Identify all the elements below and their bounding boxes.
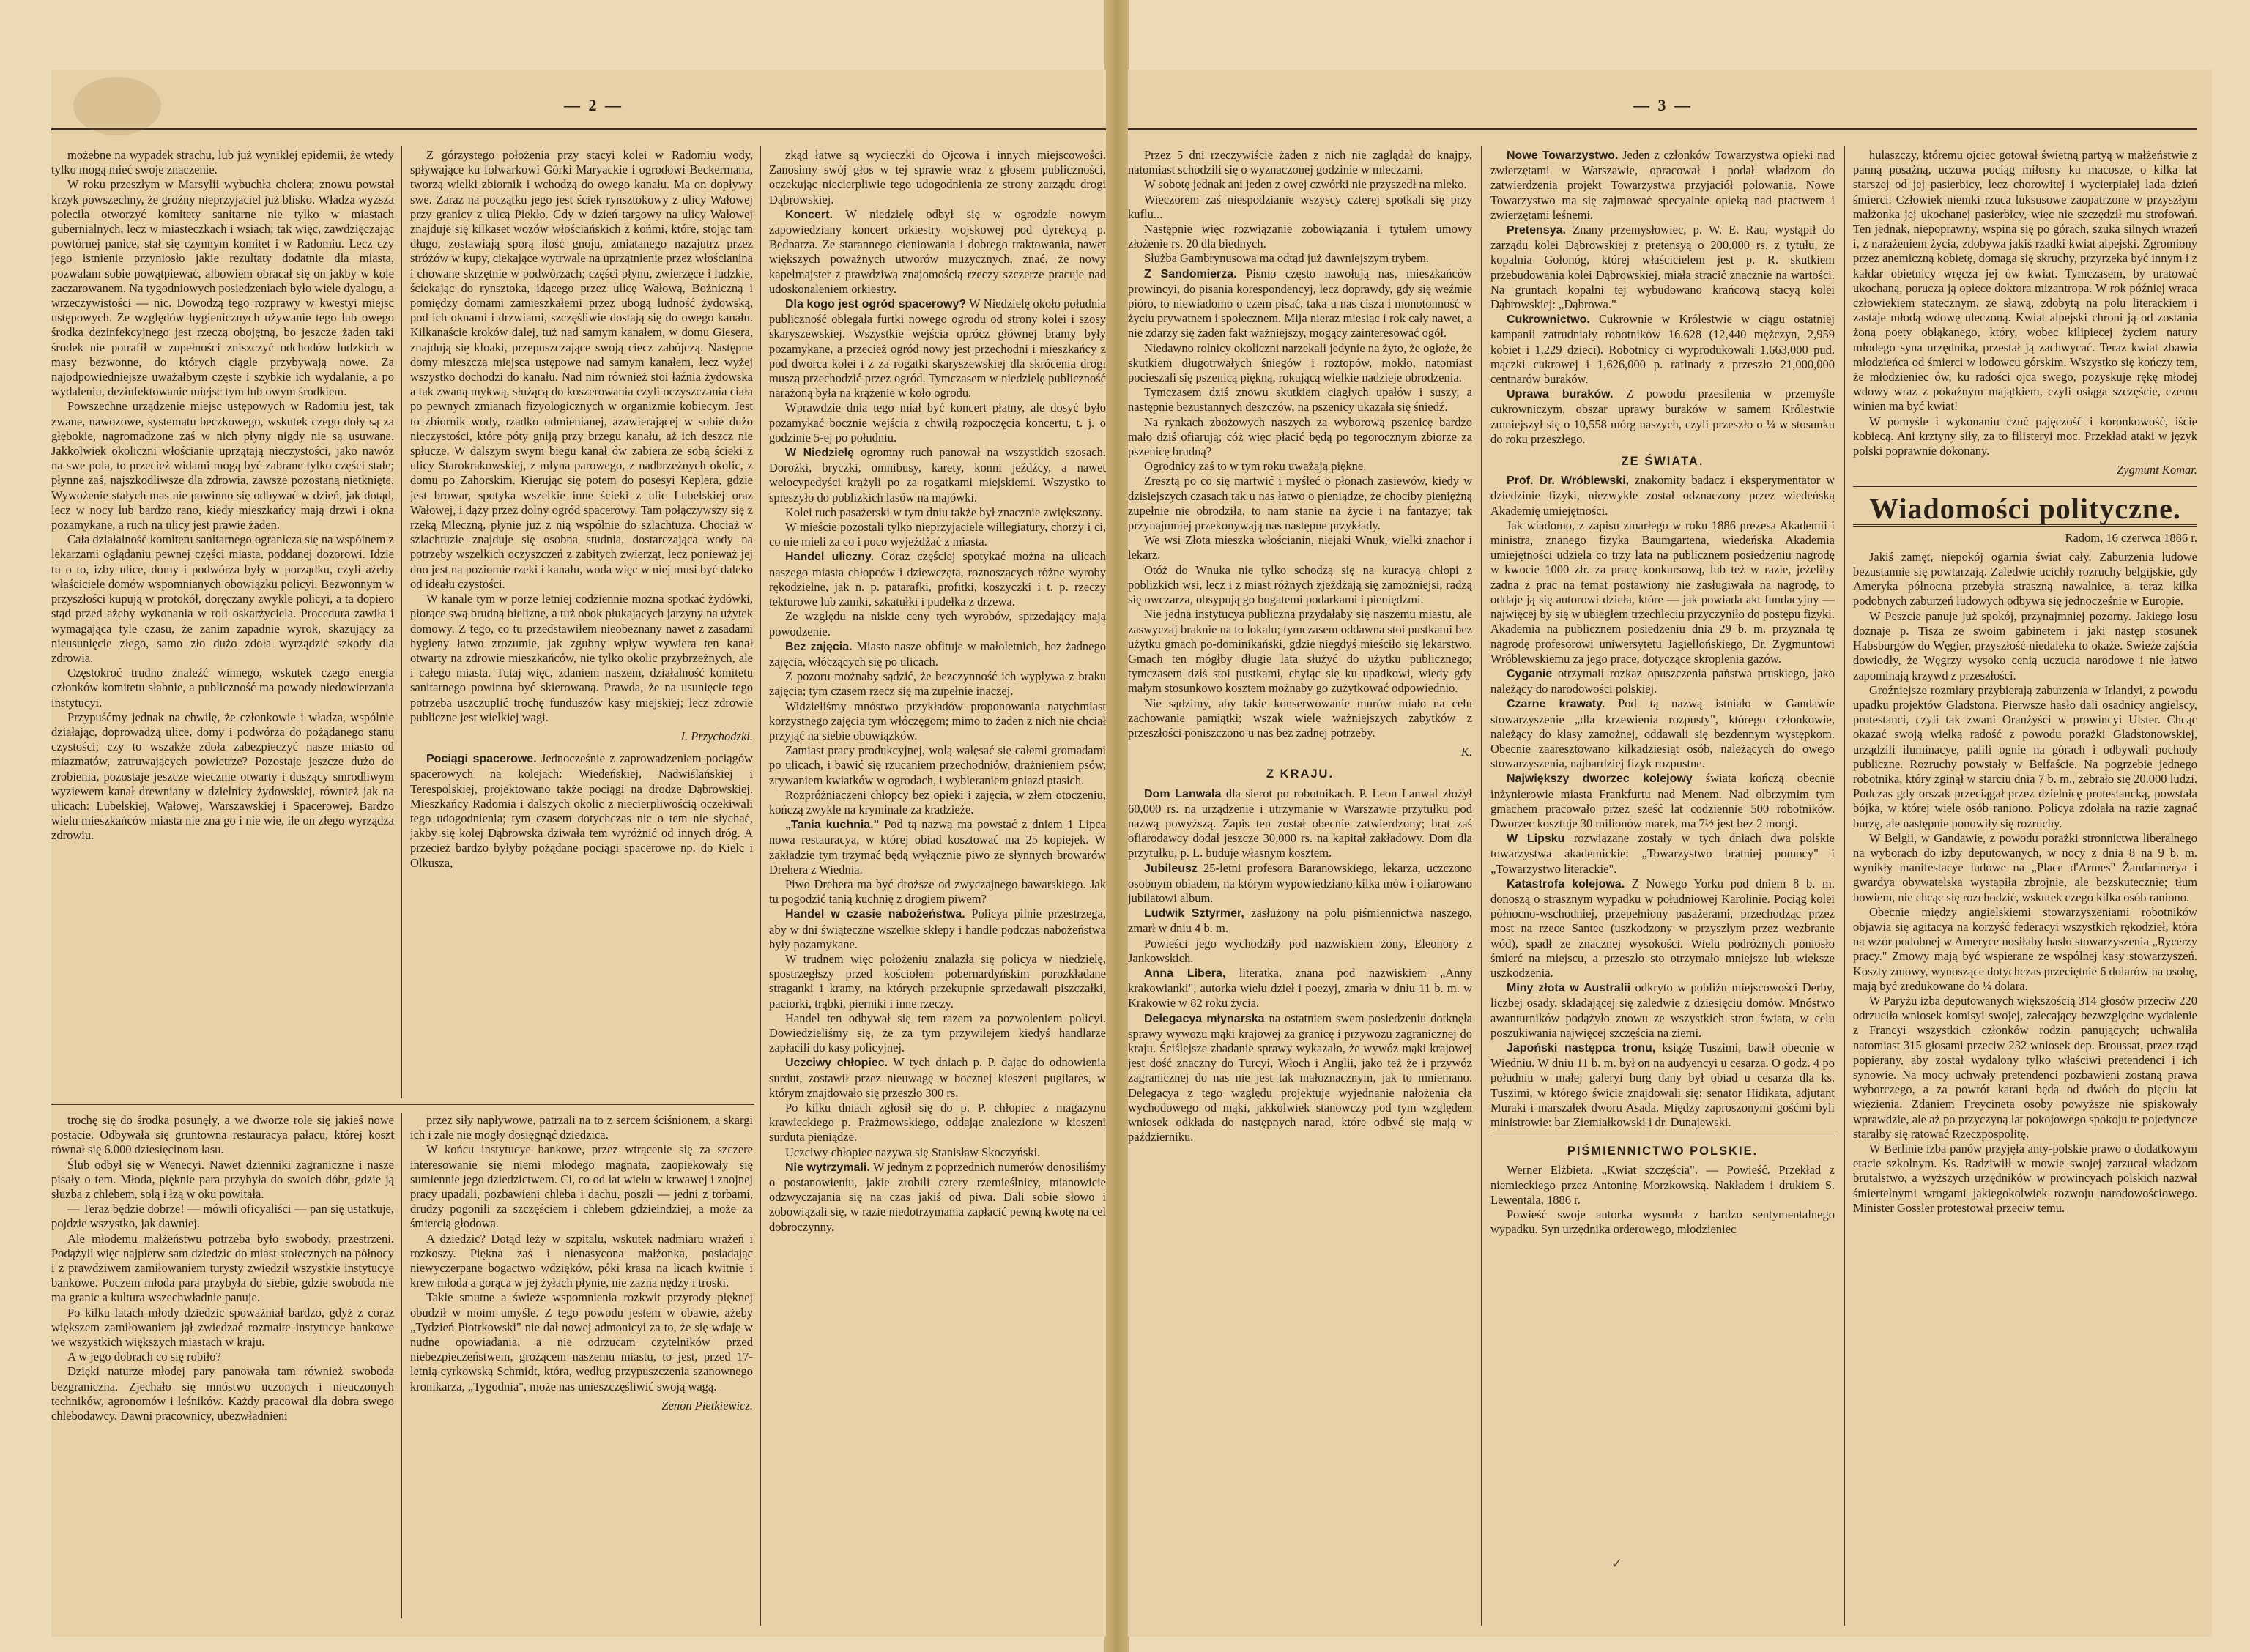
news-heading: Anna Libera, [1144,967,1226,980]
news-heading: Ludwik Sztyrmer, [1144,907,1244,920]
news-item [769,1011,1106,1056]
news-item [1490,877,1835,981]
right-column-2 [1490,148,1835,1627]
column-divider [401,1113,402,1618]
paragraph: A w jego dobrach co się robiło? [67,1350,221,1364]
news-item [769,639,1106,669]
news-item [1490,518,1835,666]
news-item [1128,786,1472,861]
news-text: Jak wiadomo, z zapisu zmarłego w roku 1886 prezesa Akademii i ministra, znanego fizyka Baumgartena, wiedeńska Akademia umiejętności udziela co trzy lata na publicznem posiedzeniu nagrodę w kwocie 1000 złr. za pracę konkursową, lub też w razie, jeżeliby żadna z prac na temat postawiony nie zasługiwała na nagrodę, to oddaje ją się autorowi dzieła, które — jak powiada akt fundacyjny — najwięcej by się w ubiegłem trzechleciu przyczyniło do postępu fizyki. Akademia na publicznem posiedzeniu dnia 29 b. m. przyznała tę nagrodę profesorowi uniwersytetu Jagiellońskiego, Dr. Zygmuntowi Wróblewskiemu za jego prace, dotyczące skroplenia gazów. [1490,518,1835,666]
news-item [1128,385,1472,414]
news-text: Uczciwy chłopiec nazywa się Stanisław Skoczyński. [785,1145,1041,1159]
feuilleton-column-1 [51,1113,394,1618]
news-heading: Z Sandomierza. [1144,267,1237,280]
paragraph: W Peszcie panuje już spokój, przynajmniej pozorny. Jakiego losu doznaje p. Tisza ze swoim gabinetem i jaki następ stosunek Habsburgów do Węgier, przyszłość niedaleka to okaże. Swieże zajścia dowiodły, że Węgrzy wysoko cenią uczucia narodowe i nie łatwo zapominają krzywd z przeszłości. [1853,609,2197,682]
news-heading: Prof. Dr. Wróblewski, [1507,475,1630,488]
news-item [769,788,1106,817]
news-text: W mieście pozostali tylko nieprzyjaciele willegiatury, chorzy i ci, co nie mieli za co i poco wyjeżdżać z miasta. [769,520,1106,549]
news-text: Wprawdzie dnia tego miał być koncert płatny, ale dosyć było pozamykać bocznie wejścia z chwilą rozpoczęcia koncertu, t. j. o godzinie 5-ej po południu. [769,401,1106,444]
news-item [769,505,1106,520]
masthead-box [1853,485,2197,526]
paragraph: Takie smutne a świeże wspomnienia rozkwit przyrody pięknej obudził w moim umyśle. Z tego powodu jestem w obawie, ażeby „Tydzień Piotrkowski" nie dał nowej admonicyi za to, że się wdaję w nudne opowiadania, a nie odrzucam czytelników przed niebezpieczeństwem, grożącem naszemu miastu, to jest, przed 17-letnią cyrkowską Schmidt, która, według przypuszczenia szanownego kronikarza, „Tygodnia", może nas unieszczęśliwić swoją wagą. [410,1290,753,1394]
paragraph: zkąd łatwe są wycieczki do Ojcowa i innych miejscowości. Zanosimy swój głos w tej sprawie wraz z głosem publiczności, oczekując niecierpliwie tego udogodnienia ze strony zarządu drogi Dąbrowskiej. [769,148,1106,206]
section-heading-pismiennictwo: PIŚMIENNICTWO POLSKIE. [1567,1145,1759,1158]
news-text: znakomity badacz i eksperymentator w dziedzinie fizyki, niezwykle został odznaczony przez wiedeńską Akademię umiejętności. [1490,473,1835,518]
news-item [769,445,1106,505]
news-item [1128,906,1472,936]
left-column-2 [410,148,753,1104]
news-list [1128,786,1472,1145]
feuilleton-rule [51,1104,754,1105]
paragraph: Dzięki naturze młodej pary panowała tam również swoboda bezgraniczna. Zjechało się mnóstwo uczonych i nieuczonych techników, agronomów i leśników. Każdy pracował dla dobra swego chlebodawcy. Dawni pracownicy, ubezwładnieni [51,1364,394,1424]
news-text: Jeden z członków Towarzystwa opieki nad zwierzętami w Warszawie, opracował i podał władzom do zatwierdzenia projekt Towarzystwa przyjaciół polowania. Nowe Towarzystwo ma się zajmować specyalnie opieką nad ptactwem i zwierzętami leśnemi. [1490,148,1835,222]
paragraph: Przez 5 dni rzeczywiście żaden z nich nie zaglądał do knajpy, natomiast schodzili się o wyznaczonej godzinie w mleczarni. [1128,148,1472,177]
news-text: książę Tuszimi, bawił obecnie w Wiedniu. W dniu 11 b. m. był on na audyencyi u cesarza. O godz. 4 po południu w małej galeryi burg dany był obiad u cesarza dla ks. Tuszimi, w którego świcie znajdowali się: senator Hidikata, adjutant Muraki i marszałek dworu Asada. Między zaproszonymi gośćmi byli ministrowie: bar Ziemiałkowski i dr. Dunajewski. [1490,1040,1835,1129]
news-text: Cukrownie w Królestwie w ciągu ostatniej kampanii zatrudniały robotników 16.628 (12,440 mężczyn, 2,959 kobiet i 1,229 dzieci). Robotnicy ci wyprodukowali 1,663,000 pud. mączki cukrowej i 1,626,000 p. rafinady z przeszło 21,000,000 centnarów buraków. [1490,312,1835,387]
news-item [1490,473,1835,518]
news-text: Na rynkach zbożowych naszych za wyborową pszenicę bardzo mało dziś ofiarują; cóż więc płacić będą po tegorocznym zbiorze za pszenicę brudną? [1128,414,1472,459]
news-text: Nie jedna instytucya publiczna przydałaby się naszemu miastu, ale zaswyczaj braknie na to lokalu; tymczasem oddawna stoi pustkami bez użytku gmach po-dominikański, gdzie niegdyś mieściło się lekarstwo. Gmach ten mógłby długie lata służyć do użytku publicznego; tymczasem dziś stoi pustkami, chyląc się ku upadkowi, wiedy gdy małym stosunkowo kosztem możnaby go zużytkować odpowiednio. [1128,607,1472,696]
paragraph: W Paryżu izba deputowanych większością 314 głosów przeciw 220 odrzuciła wniosek komisyi swojej, zalecający bezwzględne wydalenie z Francyi wszystkich członków rodzin panujących; uchwaliła natomiast 315 głosami przeciw 232 wniosek dep. Broussat, przez rząd popierany, aby został wydalony tylko właściwi pretendenci i ich synowie. Na mocy uchwały pretendenci pozbawieni zostaną prawa wyborczego, a za powrót karani będą od dwóch do pięciu lat więzienia. Zdaniem Freycineta osoby powyższe nie spiskowały wprawdzie, ale aż po przyczyną lat pokojowego spokoju te pojedyncze starałby się ratować Rzeczpospolitę. [1853,993,2197,1141]
news-text: Otóż do Wnuka nie tylko schodzą się na kuracyą chłopi z poblizkich wsi, lecz i z miast różnych zjeżdżają się zamożniejsi, radzą się owczarza, obsypują go bogatemi podarkami i pieniędzmi. [1128,562,1472,607]
news-item [1128,861,1472,907]
news-heading: W Lipsku [1507,833,1565,846]
news-item [769,609,1106,639]
news-text: świata kończą obecnie inżynierowie miasta Frankfurtu nad Menem. Nad olbrzymim tym gmachem pracowało przez sześć lat codziennie 500 robotników. Dworzec kosztuje 30 milionów marek, ma 7½ jest bez 2 morgi. [1490,771,1835,830]
news-text: Ze względu na niskie ceny tych wyrobów, sprzedający mają powodzenie. [769,609,1106,639]
news-heading: Cyganie [1507,667,1553,680]
news-text: Tymczasem dziś znowu skutkiem ciągłych upałów i suszy, a następnie bezustannych deszczów, na pszenicy ukazała się śniedź. [1128,385,1472,414]
news-text: W trudnem więc położeniu znalazła się policya w niedzielę, spostrzegłszy przed kościołem pobernardyńskim porozkładane straganki i kramy, na których przekupnie sprzedawali piszczałki, paciorki, trąbki, pierniki i inne rzeczy. [769,951,1106,1011]
news-heading: Nie wytrzymali. [785,1161,870,1174]
paragraph: W sobotę jednak ani jeden z owej czwórki nie przyszedł na mleko. [1144,177,1467,192]
news-heading: Jubileusz [1144,862,1198,875]
news-text: Po kilku dniach zgłosił się do p. P. chłopiec z magazynu krawieckiego p. Prażmowskiego, oddając znalezione w kieszeni surduta pieniądze. [769,1101,1106,1145]
news-item [769,297,1106,401]
news-text: Pismo często nawołują nas, mieszkańców prowincyi, do pisania korespondencyj, lecz doprawdy, gdy się weźmie pióro, to niewiadomo o czem pisać, taka u nas cisza i monotonność w życiu prywatnem i społecznem. Mija nieraz miesiąc i rok cały nawet, a nie zdarzy się żaden fakt ważniejszy, mogący zainteresować ogół. [1128,266,1472,341]
column-divider [1481,146,1482,1626]
news-text: Pod tą nazwą ma powstać z dniem 1 Lipca nowa restauracya, w której obiad kosztować ma 25 kopiejek. W zakładzie tym trzymać będą wyłącznie piwo ze słynnych browarów Drehera z Wiednia. [769,817,1106,877]
news-item [769,877,1106,907]
news-text: na ostatniem swem posiedzeniu dotknęła sprawy wywozu mąki krajowej za granicę i przywozu zagranicznej do kraju. Ściślejsze zbadanie sprawy wykazało, że wywóz mąki krajowej jest dość znaczny do Turcyi, Włoch i Anglii, jako też że i przywóz zagranicznej do nas nie jest tak małoznacznym, jak to mniemano. Delegacya z tego względu projektuje wyjednanie nałożenia cła wychodowego od mąki, jakkolwiek stanowczy pod tym względem wniosek odkłada do następnych narad, które odbyć się mają w październiku. [1128,1011,1472,1145]
paragraph: Wieczorem zaś niespodzianie wszyscy czterej spotkali się przy kuflu... [1128,192,1472,221]
news-text: ogromny ruch panował na wszystkich szosach. Dorożki, bryczki, omnibusy, karety, konni jeźdźcy, a nawet welocypedyści krążyli po za rogatkami miejskiemi. Wszystko to spieszyło do poblizkich lasów na majówki. [769,445,1106,505]
news-heading: Cukrownictwo. [1507,313,1590,327]
news-text: W tych dniach p. P. dając do odnowienia surdut, zostawił przez nieuwagę w bocznej kieszeni pugilares, w którym znajdowało się przeszło 300 rs. [769,1055,1106,1100]
news-text: odkryto w pobliżu miejscowości Derby, liczbej osady, składającej się zaledwie z dziesięciu domów. Mnóstwo awanturników podążyło znowu ze wszystkich stron świata, w celu poszukiwania najwięcej szczęścia na ziemi. [1490,981,1835,1040]
paragraph: Powieść swoje autorka wysnuła z bardzo sentymentalnego wypadku. Syn urzędnika orderowego, młodzieniec [1490,1208,1835,1237]
left-column-3 [769,148,1106,1627]
article-signature: Zygmunt Komar. [2116,463,2197,477]
news-item [1490,387,1835,447]
paragraph: Powszechne urządzenie miejsc ustępowych w Radomiu jest, tak zwane, nawozowe, systematu beczkowego, wskutek czego doły są za głębokie, nagromadzone zaś w nich płyny nigdy nie są usuwane. Jakkolwiek okoliczni włościanie uprzątają nieczystości, jako nawóz na swe pola, to przecież widami mogą być zabrane tylko części stałe; płynne zaś, najszkodliwsze dla zdrowia, zawsze pozostaną nietknięte. Wywożenie stałych mas nie powinno się odbywać w dzień, jak dotąd, lecz w nocy lub bardzo rano, kiedy mieszkańcy mają drzwi i okna pozamykane, a ruch na ulicy jest prawie żaden. [51,399,394,532]
right-column-3 [1853,148,2197,1627]
paragraph: Po kilku latach młody dziedzic spoważniał bardzo, gdyż z coraz większem zamiłowaniem jął zwiedzać rozmaite instytucye bankowe we wszystkich większych miastach w kraju. [51,1305,394,1350]
paragraph: Służba Gambrynusowa ma odtąd już dawniejszym trybem. [1144,251,1430,266]
paragraph: Ale młodemu małżeństwu potrzeba było swobody, przestrzeni. Podążyli więc najpierw sam dziedzic do miast stołecznych na północy i z prawdziwem zamiłowaniem turysty zwiedził wszystkie instytucye bankowe. Poczem młoda para przybyła do siebie, gdzie swoboda nie ma granic a kultura wszechwładnie panuje. [51,1231,394,1305]
dateline: Radom, 16 czerwca 1886 r. [2065,530,2197,545]
news-heading: Pretensya. [1507,224,1566,237]
news-text: zasłużony na polu piśmiennictwa naszego, zmarł w dniu 4 b. m. [1128,906,1472,936]
news-heading: Uczciwy chłopiec. [785,1057,888,1070]
paragraph: W kanale tym w porze letniej codziennie można spotkać żydówki, piorące swą brudną bieliznę, a tuż obok płukających jarzyny na użytek domowy. Z tego, co tu przedstawiłem nieobeznany nawet z zasadami hygieny łatwo zrozumie, jak zgubny wpływ wywiera ten kanał otwarty na zdrowie mieszkańców, nie tylko okolic przybrzeżnych, ale i całego miasta. Tutaj więc, zdaniem naszem, działalność komitetu sanitarnego powinna być skierowaną. Prawda, że na usunięcie tego potrzeba uszczuplić trochę funduszów kasy miejskiej; lecz zdrowie publiczne jest wielkiej wagi. [410,592,753,724]
section-heading-swiata: ZE ŚWIATA. [1621,455,1704,469]
paragraph: możebne na wypadek strachu, lub już wyniklej epidemii, że wtedy tylko mogą mieć swoje znaczenie. [51,148,394,177]
news-item [1490,148,1835,223]
news-list [769,207,1106,1235]
news-text: Zresztą po co się martwić i myśleć o płonach zasiewów, kiedy w dzisiejszych czasach tak u nas łatwo o pieniądze, że chociby pieniężną zupełnie nie obrodziła, to nam stanie na życie i na fantazye; tak przynajmniej przekonywają nas następne przykłady. [1128,474,1472,533]
news-item [1128,474,1472,533]
left-column-1 [51,148,394,1104]
news-text: Z Nowego Yorku pod dniem 8 b. m. donoszą o strasznym wypadku w południowej Karolinie. Pociąg kolei północno-wschodniej, przepełniony pasażerami, przechodząc przez most na rzece Santee (uszkodzony w przyszłym przez wezbranie wód), spadł ze znacznej wysokości. Wielu podróżnych poniosło śmierć na miejscu, a przeszło sto otrzymało mniejsze lub większe uszkodzenia. [1490,876,1835,980]
news-text: Powieści jego wychodziły pod nazwiskiem żony, Eleonory z Jankowskich. [1128,936,1472,965]
news-text: dla sierot po robotnikach. P. Leon Lanwal złożył 60,000 rs. na urządzenie i utrzymanie w Warszawie przytułku pod nazwą powyższą. Zapis ten został obecnie zatwierdzony; brat zaś ofiarodawcy dodał jeszcze 30,000 rs. na kapitał zakładowy. Dom dla przytułku, p. L. buduje własnym kosztem. [1128,786,1472,860]
news-heading: W Niedzielę [785,447,854,460]
news-text: Nie sądzimy, aby takie konserwowanie murów miało na celu zachowanie pamiątki; wszak wiele ważniejszych zabytków z przeszłości poniszczono u nas bez żadnej potrzeby. [1128,696,1472,740]
right-column-1 [1128,148,1472,1627]
news-item [1490,831,1835,877]
news-item [769,1145,1106,1160]
news-text: Piwo Drehera ma być droższe od zwyczajnego bawarskiego. Jak tu pogodzić tanią kuchnię z drogiem piwem? [769,877,1106,907]
paper-stain [73,77,161,135]
column-divider [401,146,402,1098]
news-text: Z pozoru możnaby sądzić, że bezczynność ich wypływa z braku zajęcia; tym czasem rzecz się ma zupełnie inaczej. [769,669,1106,699]
news-item [769,1055,1106,1101]
news-text: Miasto nasze obfituje w małoletnich, bez żadnego zajęcia, włóczących się po ulicach. [769,639,1106,669]
news-item [769,817,1106,877]
news-item [1128,563,1472,608]
news-text: Zamiast pracy produkcyjnej, wolą wałęsać się całemi gromadami po ulicach, i bawić się rzucaniem przechodniów, drażnieniem psów, zrywaniem kwiatków w ogrodach, i wybieraniem gniazd ptasich. [769,743,1106,787]
news-text: Jednocześnie z zaprowadzeniem pociągów spacerowych na kolejach: Wiedeńskiej, Nadwiślańskiej i Terespolskiej, projektowano także pociągi na drodze Dąbrowskiej. Mieszkańcy Radomia i dalszych okolic z niecierpliwością oczekiwali tego udogodnienia; tym czasem dotychczas nic o tem nie słychać, jakby się kolej Dąbrowska dziwała tem wyróżnić od innych dróg. A przecież bardzo byłyby pożądane pociągi spacerowe np. do Kielc i Olkusza, [410,751,753,870]
news-text: literatka, znana pod nazwiskiem „Anny krakowianki", autorka wielu dzieł i poezyj, zmarła w dniu 11 b. m. w Krakowie w 82 roku życia. [1128,965,1472,1011]
news-text: 25-letni profesora Baranowskiego, lekarza, uczczono osobnym obiadem, na którym wypowiedziano kilka mów i ofiarowano jubilatowi album. [1128,860,1472,905]
page-gutter [1104,0,1129,1652]
news-text: Handel ten odbywał się tem razem za pozwoleniem policyi. Dowiedzieliśmy się, że za tym przywilejem kiedyś handlarze zapłacili do kasy policyjnej. [769,1011,1106,1055]
news-heading: Dla kogo jest ogród spacerowy? [785,298,967,311]
paragraph: Przypuśćmy jednak na chwilę, że członkowie i władza, wspólnie działając, doprowadzą ulice, domy i podwórza do pożądanego stanu czystości; czy to wszakże zdoła zabezpieczyć nasze miasto od miazmatów, zatruwających powietrze? Pozostaje jeszcze dużo do zrobienia, pozostaje jeszcze wiecznie otwarty i duszący smrodliwym wyziewem kanał drewniany w dzielnicy żydowskiej, również jak na ulicach: Lubelskiej, Wałowej, Warszawskiej i Spacerowej. Bardzo wielu mieszkańców miasta nie zna go i nie wie, ile on złego wyrządza zdrowiu. [51,710,394,843]
news-text: Znany przemysłowiec, p. W. E. Rau, wystąpił do zarządu kolei Dąbrowskiej z pretensyą o 200.000 rs. z tytułu, że kopalnia Gołonóg, której właścicielem jest p. R. skutkiem przebudowania kolei Dąbrowskiej, miała stracić znacznie na wartości. Na gruntach kopalni tej wybudowano krańcową stacyą kolei Dąbrowskiej: „Dąbrowa." [1490,223,1835,312]
section-heading-kraj: Z KRAJU. [1266,767,1334,781]
news-item [769,1101,1106,1145]
news-heading: Handel w czasie nabożeństwa. [785,908,965,921]
news-text: Rozpróżniaczeni chłopcy bez opieki i zajęcia, w złem otoczeniu, kończą zwykle na kryminale za kradzieże. [769,787,1106,816]
news-text: Widzieliśmy mnóstwo przykładów proponowania natychmiast korzystnego zajęcia tym włóczęgom; mimo to żaden z nich nie chciał przyjąć na siebie obowiązków. [769,699,1106,743]
paragraph: Obecnie między angielskiemi stowarzyszeniami robotników objawia się agitacya na korzyść federacyi wszystkich rękodzieł, która na wzór podobnej w Ameryce nosiłaby hasło stowarzyszenia „Rycerzy pracy." Zmowy mają być wspierane ze wspólnej kasy stowarzyszeń. Koszty zmowy, wynoszące dotychczas przeciętnie 6 dolarów na osobę, mają być zredukowane do ¼ dolara. [1853,904,2197,993]
news-item [1128,1011,1472,1145]
news-heading: Miny złota w Australii [1507,982,1631,995]
page-right [1128,70,2212,1637]
news-item [1128,341,1472,386]
paragraph: Cała działalność komitetu sanitarnego ogranicza się na wspólnem z lekarzami oglądaniu pewnej części miasta, poddanej dozorowi. Idzie tu o to, izby ulice, domy i podwórza były w porządku, czyli ażeby właściciele domów wspomnianych obowiązku policyi. Bezwonnym w przyszłości kupują w protokół, doręczany zwykle policyi, a ta dopiero stąd przed ażeby wykonania w roli oskarżyciela. Procedura zawiła i wymagająca tyle czasu, że zanim zapadnie wyrok, skazujący za nieusunięcie złego, samo zło dużo zdoła wyrządzić szkody dla zdrowia. [51,532,394,665]
news-heading: Katastrofa kolejowa. [1507,877,1625,890]
section-masthead: Wiadomości polityczne. [1869,492,2181,526]
news-item [769,1160,1106,1235]
news-item [769,669,1106,699]
paragraph: W pomyśle i wykonaniu czuć pajęczość i koronkowość, iście kobiecą. Ani krztyny siły, za to filisteryi moc. Przekład ataki w język polski poprawnie dokonany. [1853,414,2197,458]
news-item [1128,696,1472,741]
news-heading: „Tania kuchnia." [785,819,880,832]
news-heading: Nowe Towarzystwo. [1507,149,1619,162]
news-item [1490,981,1835,1041]
paragraph: trochę się do środka posunęły, a we dworze role się jakieś nowe postacie. Odbywała się gruntowna restauracya pałacu, której koszt równał się 6.000 dziesięcinom lasu. [51,1113,394,1157]
news-heading: Uprawa buraków. [1507,388,1614,401]
news-item [769,952,1106,1011]
news-heading: Pociągi spacerowe. [426,753,537,766]
news-text: otrzymali rozkaz opuszczenia państwa pruskiego, jako należący do narodowości polskiej. [1490,666,1835,696]
news-heading: Koncert. [785,208,833,221]
article-signature: J. Przychodzki. [679,729,753,743]
paragraph: Werner Elżbieta. „Kwiat szczęścia". — Powieść. Przekład z niemieckiego przez Antoninę Morzkowską. Nakładem i drukiem S. Lewentala, 1886 r. [1490,1163,1835,1207]
header-rule-right [1128,128,2197,130]
left-body [51,139,1106,1633]
news-list [1128,267,1472,741]
news-item [1490,666,1835,696]
news-item [769,699,1106,744]
paragraph: W końcu instytucye bankowe, przez wtrącenie się za szczere interesowanie się niemi młodego magnata, zaopiekowały się sumiennie jego dziedzictwem. Ci, co od lat wielu w krwawej i znojnej pracy upadali, pozbawieni chleba i dachu, poszli — jedni z torbami, drudzy pogonili za szczęściem i chlebem gdzieindziej, a może za śmiercią głodową. [410,1142,753,1231]
paragraph: A dziedzic? Dotąd leży w szpitalu, wskutek nadmiaru wrażeń i rozkoszy. Piękna zaś i nienasycona małżonka, posiadając niewyczerpane bogactwo wdzięków, póki krasa na licach kwitnie i krew młoda a gorąca w jej żyłach płynie, nie zazna nędzy i troski. [410,1231,753,1290]
news-heading: Bez zajęcia. [785,640,853,653]
news-item [1128,937,1472,966]
news-text: We wsi Złota mieszka włościanin, niejaki Wnuk, wielki znachor i lekarz. [1128,533,1472,562]
article-initial: K. [1460,745,1472,759]
paragraph: Następnie więc rozwiązanie zobowiązania i tytułem umowy złożenie rs. 20 dla biednych. [1128,222,1472,251]
news-item [1128,607,1472,696]
news-text: W jednym z poprzednich numerów donosiliśmy o postanowieniu, jakie zrobili cztery rzemieślnicy, mianowicie odzwyczajania się na czas jakiś od piwa. Dali sobie słowo i zobowiązali się, w razie niedotrzymania zapłacić pewną kwotę na cel dobroczynny. [769,1159,1106,1234]
feuilleton-column-2 [410,1113,753,1618]
column-divider [760,146,761,1626]
news-text: Ogrodnicy zaś to w tym roku uważają piękne. [1144,459,1367,474]
news-heading: Delegacya młynarska [1144,1012,1265,1025]
news-text: Pod tą nazwą istniało w Gandawie stowarzyszenie „dla krzewienia rozpusty", którego członkowie, należący do klasy zamożnej, oddawali się bezdennym występkom. Obecnie zaaresztowano kilkadziesiąt osób, należących do owego stowarzyszenia, najbardziej fizyk rozpustne. [1490,696,1835,771]
news-item [1128,267,1472,341]
news-heading: Japoński następca tronu, [1507,1041,1656,1054]
paragraph: Groźniejsze rozmiary przybierają zaburzenia w Irlandyi, z powodu upadku projektów Gladstona. Pierwsze hasło dali osadnicy angielscy, protestanci, czyli tak zwani Oranżyści w prowincyi Ulster. Chcąc okazać swoją wielką radość z powodu porażki Gladstonowskiej, urządzili iluminacye, palili ognie na górach i odbywali pochody publiczne. Rozruchy powstały w Belfaście. Na pogrzebie jednego robotnika, który zginął w starciu dnia 7 b. m., zebrało się 20.000 ludzi. Podczas gdy orszak przeciągał przez dzielnicę protestancką, powstała bójka, w której wiele osób raniono. Policya zdołała na razie zagnać burzę, ale następnie ponowiły się rozruchy. [1853,682,2197,830]
news-item [1128,459,1472,474]
news-heading: Czarne krawaty. [1507,698,1605,711]
column-divider [1844,146,1845,1626]
news-list [1490,148,1835,447]
paragraph: Jakiś zamęt, niepokój ogarnia świat cały. Zaburzenia ludowe bezustannie się powtarzają. Zaledwie ucichły rozruchy belgijskie, gdy Ameryka północna przebyła straszną nawalnicę, a teraz kilka podobnych zaburzeń ludowych odbywa się jednocześnie w Europie. [1853,549,2197,609]
news-item [1128,415,1472,460]
news-item [1128,966,1472,1011]
paragraph: W Belgii, w Gandawie, z powodu porażki stronnictwa liberalnego na wyborach do izby deputowanych, w nocy z dnia 8 na 9 b. m. wynikły manifestacye ludowe na „Place d'Armes" Żandarmerya i gwardya obywatelska wystąpiła zbrojnie, ale bezskutecznie; tłum bowiem, nie chcąc się rozchodzić, wskutek czego kilka osób raniono. [1853,830,2197,904]
news-heading: Handel uliczny. [785,551,875,564]
paragraph: W Berlinie izba panów przyjęła anty-polskie prawo o dodatkowym etacie szkolnym. Ks. Radziwiłł w mowie swojej zarzucał władzom brutalstwo, a wyższych urzędników w prowincyach polskich nazwał śmiertelnymi wrogami jakiegokolwiek rozwoju narodowościowego. Minister Gossler protestował przeciw temu. [1853,1142,2197,1215]
paragraph: hulaszczy, któremu ojciec gotował świetną partyą w małżeństwie z panną posażną, uczuwa pociąg miłosny ku macosze, o kilka lat starszej od jej pasierbicy, lecz chorowitej i wycierpiałej lada dzień śmierci. Człowiek niemki rzuca luksusowe zaopatrzone w przyszłym małżonka jej ukochanej pasierbicy, więc nie szczędził mu strofowań. Ten jednak, niepoprawny, wspina się po górach, szuka silnych wrażeń i, z narażeniem życia, zdobywa jakiś rzadki kwiat alpejski. Zgromiony przez anemiczną kobietę, domaga się skruchy, przyrzeka być innym i z kałdar obietnicy wręcza jej ów kwiat. Tymczasem, by uratować ukochaną, porucza ją opiece doktora mizantropa. W rok później wraca człowiekiem statecznym, ze sławą, zdobytą na polu literackiem i zastaje młodą wdowę uleczoną. Kwiat alpejski chroni ją od zostania żoną poety obłąkanego, który, wobec kilipiecej życiem natury młodego syna urzędnika, przestał ją zachwycać. Teraz kwiat zbawia młodzieńca od śmierci w lodowcu górskim. Wszystko się kończy tem, że młodzieniec ów, ku radości ojca swego, pozyskuje rękę młodej wdowy wraz z pokaźnym majątkiem, czyli osiąga szczęście, czemu winien ma być kwiat! [1853,148,2197,414]
page-number-left: — 2 — [564,96,623,114]
news-item [769,520,1106,549]
news-heading: Największy dworzec kolejowy [1507,773,1693,786]
news-item [1490,312,1835,387]
right-body [1128,139,2197,1633]
news-item [1490,771,1835,831]
paragraph: — Teraz będzie dobrze! — mówili oficyaliści — pan się ustatkuje, pojdzie wszystko, jak dawniej. [51,1202,394,1231]
paragraph: Z górzystego położenia przy stacyi kolei w Radomiu wody, spływające ku folwarkowi Górki Maryackie i ogrodowi Beckermana, tworzą wielki zbiornik i wchodzą do owego kanału. Ma on dopływy swe. Zaraz na początku jego jest ściek rynsztokowy z ulicy Wałowej przy granicy z ulicą Piekło. Gdy w dzień targowy na ulicy Wałowej znajduje się kilkaset wozów włościańskich z końmi, które, stojąc tam długo, zostawiają sporą ilość gnoju, zmiatanego nazajutrz przez stróżów w kupy, ciekające wytrwale na uprzątnienie przez włościanina i chowane skrzętnie w podwórzach; części płynu, zwierzęce i ludzkie, ściekając do rynsztoka, idącego przez ulicę Wałową, Bożniczną i pomiędzy domami zamieszkałemi przez ubogą ludność żydowską, pod ich oknami i drzwiami, szczęśliwie dostają się do owego kanału. Kilkanaście kroków dalej, tuż nad samym kanałem, w domu Giesera, znajdują się kloaki, przepuszczające swoją ciecz zabójczą. Następne domy mieszczą miejsca ustępowe nad samym kanałem, lecz wyżej wszystko dochodzi do kanału. Nad nim również stoi łaźnia żydowska a tak zwaną mykwą, służącą do koszerowania czyli oczyszczania ciała po pewnych zmianach fizyologicznych w organizmie kobiecym. Jest to zbiornik wody, rzadko odmienianej, azawierającej w sobie dużo nieczystości, które póty gniją przy brzegu kanału, aż ich deszcz nie spłucze. W dalszym swym biegu kanał ów zabiera ze sobą ścieki z ulicy Starokrakowskiej, z młyna parowego, z nadbrzeżnych okolic, z domu po Zahorskim. Kierując się potem do posesyi Keplera, gdzie jest browar, spotyka wszelkie inne ścieki z ulic Lubelskiej oraz Wałowej, i dąży przez dolny ogród spacerowy. Tam połączywszy się z rzeką Mleczną, płynie już z nią wspólnie do szlachtuza. Chociaż w szlachtuzie znajduje się osobna studnia, dostarczająca wody na potrzeby wszelkich oczyszczeń z zabitych zwierząt, lecz ponieważ jej dno jest na poziomie rzeki i kanału, woda więc w niej musi być daleko od ideału czystości. [410,148,753,591]
handwritten-mark: ✓ [1611,1556,1623,1571]
news-text: Kolei ruch pasażerski w tym dniu także był znacznie zwiększony. [785,505,1103,519]
news-item [769,907,1106,952]
news-text: rozwiązane zostały w tych dniach dwa polskie towarzystwa akademickie: „Towarzystwo bratniej pomocy" i „Towarzystwo literackie". [1490,831,1835,876]
paragraph: Częstokroć trudno znaleźć winnego, wskutek czego energia członków komitetu słabnie, a publiczność ma powody niedowierzania instytucyi. [51,666,394,710]
news-text: W Niedzielę około południa publiczność oblegała furtki nowego ogrodu od strony kolei i szosy skaryszewskiej. Wszystkie wejścia oprócz głównej bramy były pozamykane, a przecież ogród nowy jest przechodni i mieszkańcy z pod dworca kolei i z za rogatki skaryszewskiej dla skrócenia drogi muszą przechodzić przez ogród. Tymczasem w niedzielę publiczność narażoną była na krążenie w koło ogrodu. [769,297,1106,401]
article-signature: Zenon Pietkiewicz. [661,1398,753,1413]
news-item [1490,696,1835,771]
news-item [769,207,1106,297]
page-left [51,70,1106,1637]
news-heading: Dom Lanwala [1144,787,1222,800]
news-text: W niedzielę odbył się w ogrodzie nowym zapowiedziany koncert orkiestry wojskowej pod dyrekcyą p. Bednarza. Ze starannego cieniowania i dobrego traktowania, nawet większych poważnych utworów muzycznych, znać, że nowy kapelmajster z prawdziwą znajomością rzeczy szczerze pracuje nad udoskonaleniem orkiestry. [769,206,1106,296]
news-text: Coraz częściej spotykać można na ulicach naszego miasta chłopców i dziewczęta, roznoszących różne wyroby rękodzielne, jak n. p. patarafki, profitki, koszyczki i t. p. rzeczy tekturowe lub zamki, szkatułki i pudełka z drzewa. [769,549,1106,609]
news-text: Policya pilnie przestrzega, aby w dni świąteczne wszelkie sklepy i handle podczas nabożeństwa były pozamykane. [769,907,1106,951]
news-item [769,743,1106,788]
news-list [1853,550,2197,1216]
header-rule-left [51,128,1106,130]
news-item [1490,1041,1835,1130]
news-text: Niedawno rolnicy okoliczni narzekali jedynie na żyto, że ogłoże, że skutkiem długotrwałych śniegów i roztopów, mokło, natomiast pocieszali się pszenicą piękną, rokującą wielkie nadzieje obrodzenia. [1128,341,1472,385]
news-text: Z powodu przesilenia w przemyśle cukrowniczym, obszar uprawy buraków w samem Królestwie zmniejszył się o 10,558 mórg naszych, czyli przeszło o ¼ w stosunku do roku przeszłego. [1490,387,1835,446]
news-item [1490,223,1835,312]
news-item [1128,533,1472,562]
news-item [769,401,1106,445]
paragraph: W roku przeszłym w Marsylii wybuchła cholera; znowu powstał krzyk powszechny, że groźny nieprzyjaciel już blisko. Władza wyższa poleciła otworzyć komitety sanitarne nie tylko w miastach gubernialnych, lecz w miasteczkach i wsiach; tak więc, zawdzięczając powtórnej panice, stał się czynnym komitet i w Radomiu. Lecz czy jego istnienie przyniosło jakie rezultaty dodatnie dla miasta, pozwalam sobie powątpiewać, albowiem obracał się on jakby w kole zaczarowanem. Na tygodniowych posiedzeniach było wiele dyalogu, a wrzeczywistości — nic. Dowodzą tego rozprawy w kwestyi miejsc ustępowych. Ze względów hygienicznych używanie tego lub owego środka dezinfekcyjnego jest rzeczą obojętną, bo jeszcze żaden taki środek nie potrafił w zupełności zniszczyć odchodów ludzkich w masy bezwonne, do których ciągle przybywają nowe. Za najodpowiedniejsze uważałbym częste i szybkie ich wydalanie, a po wydaleniu, dezinfektowanie miejsc tym lub owym środkiem. [51,177,394,399]
paragraph: przez siły napływowe, patrzali na to z sercem ściśnionem, a skargi ich i żale nie mogły dosięgnąć dziedzica. [410,1113,753,1142]
paragraph: Ślub odbył się w Wenecyi. Nawet dzienniki zagraniczne i nasze pisały o tem. Młoda, pięknie para przybyła do swoich dóbr, gdzie ją słuzba z chlebem, solą i łzą w oku powitała. [51,1157,394,1202]
page-number-right: — 3 — [1633,96,1693,114]
news-list [1490,473,1835,1130]
news-item [769,549,1106,609]
